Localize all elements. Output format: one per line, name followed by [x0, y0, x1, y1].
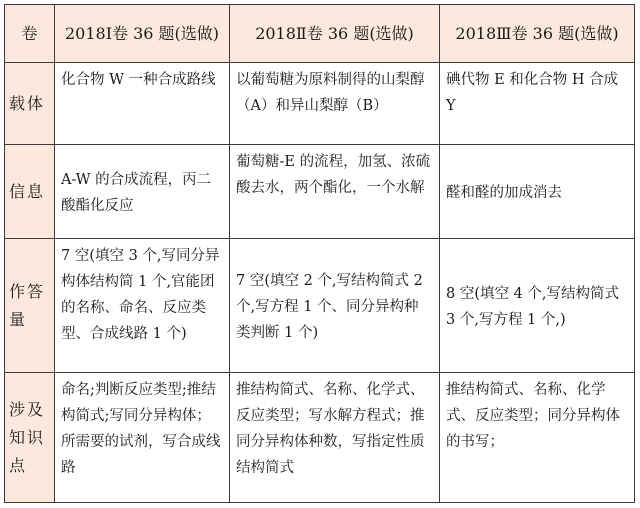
row-label-carrier: 载体	[5, 63, 55, 145]
comparison-table-frame	[4, 4, 634, 502]
header-cell-paper-1: 2018Ⅰ卷 36 题(选做)	[55, 5, 230, 63]
table-cell: 7 空(填空 2 个,写结构简式 2 个,写方程 1 个、同分异构种类判断 1 个)	[230, 239, 440, 373]
table-row-knowledge-points	[5, 373, 635, 503]
header-cell-paper-3: 2018Ⅲ卷 36 题(选做)	[440, 5, 635, 63]
table-cell: 推结构简式、名称、化学式、反应类型；写水解方程式；推同分异构体种数，写指定性质结构简式	[230, 373, 440, 503]
table-cell: 7 空(填空 3 个,写同分异构体结构简 1 个,官能团的名称、命名、反应类型、合成线路 1 个)	[55, 239, 230, 373]
table-cell: 命名;判断反应类型;推结构简式;写同分异构体；所需要的试剂，写合成线路	[55, 373, 230, 503]
row-label-info: 信息	[5, 145, 55, 239]
row-label-knowledge-points: 涉及知识点	[5, 373, 55, 503]
table-row-info	[5, 145, 635, 239]
table-header-row	[5, 5, 635, 63]
table-cell: 化合物 W 一种合成路线	[55, 63, 230, 145]
table-cell: 推结构简式、名称、化学式、反应类型；同分异构体的书写；	[440, 373, 635, 503]
table-cell: 葡萄糖-E 的流程，加氢、浓硫酸去水，两个酯化，一个水解	[230, 145, 440, 239]
table-cell: 8 空(填空 4 个,写结构简式 3 个,写方程 1 个,)	[440, 239, 635, 373]
table-row-carrier	[5, 63, 635, 145]
table-cell: 醛和醛的加成消去	[440, 145, 635, 239]
header-cell-paper-2: 2018Ⅱ卷 36 题(选做)	[230, 5, 440, 63]
comparison-table	[4, 4, 635, 503]
header-cell-label: 卷	[5, 5, 55, 63]
table-row-answer-count	[5, 239, 635, 373]
row-label-answer-count: 作答量	[5, 239, 55, 373]
table-cell: 碘代物 E 和化合物 H 合成 Y	[440, 63, 635, 145]
table-cell: 以葡萄糖为原料制得的山梨醇（A）和异山梨醇（B）	[230, 63, 440, 145]
table-cell: A-W 的合成流程，丙二酸酯化反应	[55, 145, 230, 239]
